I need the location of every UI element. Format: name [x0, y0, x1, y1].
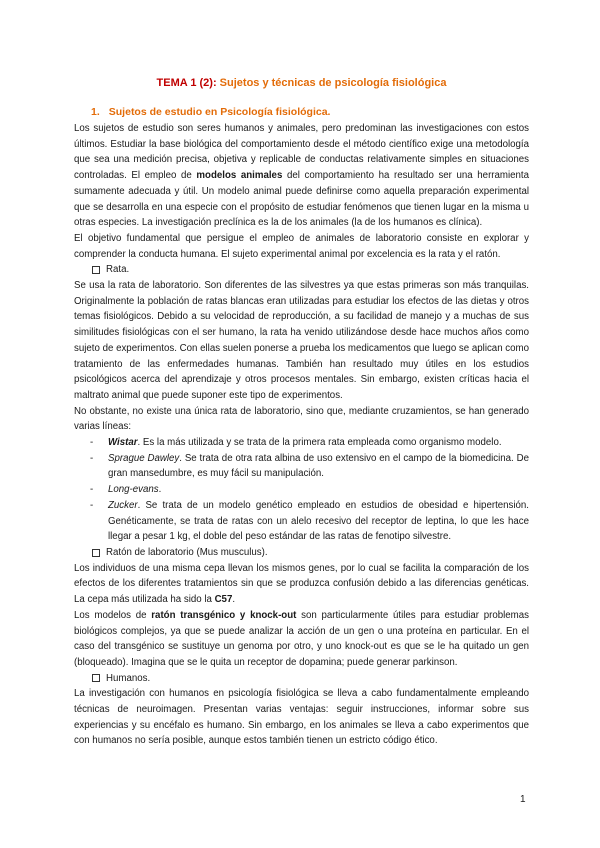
strain-text: . Se trata de un modelo genético empleado en estudios de obesidad e hipertensión. Genéticamente, se trata de ratas con un alelo recesivo del receptor de leptina, lo que les hace llegar a pesar 1 kg, el doble del peso estándar de las ratas de fenotipo silvestre. — [108, 499, 529, 543]
checkbox-label-humanos: Humanos. — [106, 672, 151, 684]
checkbox-icon — [92, 266, 100, 274]
section-heading — [91, 106, 330, 118]
strain-name: Zucker — [108, 499, 138, 511]
paragraph-lineas: No obstante, no existe una única rata de laboratorio, sino que, mediante cruzamientos, se han generado varias líneas: — [74, 405, 529, 433]
checkbox-icon — [92, 549, 100, 557]
paragraph-transgenico-text-a: Los modelos de — [74, 609, 152, 621]
title-number: TEMA 1 (2): — [156, 77, 217, 89]
list-dash: - — [90, 437, 94, 449]
strain-text: . Se trata de otra rata albina de uso extensivo en el campo de la biomedicina. De gran mansedumbre, es muy fácil su manipulación. — [108, 452, 529, 480]
paragraph-intro-bold: modelos animales — [196, 170, 283, 182]
list-dash: - — [90, 484, 94, 496]
title-text: Sujetos y técnicas de psicología fisiológica — [219, 77, 447, 89]
paragraph-cepa-text-b: . — [232, 594, 236, 606]
page-number: 1 — [520, 794, 526, 805]
paragraph-intro-text-b: del comportamiento ha resultado ser una herramienta sumamente adecuada y útil. Un modelo animal puede definirse como aquella preparación experimental que se desarrolla en una especie con el propósito de estudiar fenómenos que tienen lugar en la misma u otras especies. La investigación preclínica es la de los animales (la de los humanos es clínica). — [74, 170, 529, 229]
strain-list — [74, 435, 529, 545]
checkbox-label-raton: Ratón de laboratorio (Mus musculus). — [106, 546, 268, 558]
paragraph-cepa-bold: C57 — [214, 594, 233, 606]
list-item — [74, 435, 529, 451]
page-title — [74, 77, 529, 89]
paragraph-intro — [74, 121, 529, 231]
checkbox-item-humanos — [74, 671, 529, 687]
document-body — [74, 121, 529, 749]
list-dash: - — [90, 499, 94, 511]
paragraph-rata: Se usa la rata de laboratorio. Son diferentes de las silvestres ya que estas primeras son más tranquilas. Originalmente la población de ratas blancas eran utilizadas para estudiar los efectos de las dietas y otros temas fisiológicos. Debido a su velocidad de reproducción, a su facilidad de manejo y a muchas de sus similitudes fisiológicas con el ser humano, la rata ha venido utilizándose desde hace muchos años como sujeto de experimentos. Con ellas suelen ponerse a prueba los medicamentos que luego se aplican como tratamiento de las enfermedades humanas. También han resultado muy útiles en los estudios psicológicos acerca del aprendizaje y otros procesos mentales. Sin embargo, existen críticas hacia el maltrato animal que puede suponer este tipo de experimentos. — [74, 280, 529, 401]
section-title: Sujetos de estudio en Psicología fisiológica. — [108, 106, 331, 118]
strain-text: . Es la más utilizada y se trata de la primera rata empleada como organismo modelo. — [137, 437, 502, 449]
strain-name: Long-evans — [108, 484, 159, 496]
paragraph-transgenico-text-b: son particularmente útiles para estudiar problemas biológicos complejos, ya que se puede analizar la acción de un gen o una proteína en particular. En el caso del transgénico se sustituye un genoma por otro, y uno knock-out es que se le ha quitado un gen (bloqueado). Imagina que se le quita un receptor de dopamina; puede generar parkinson. — [74, 609, 529, 668]
list-item — [74, 498, 529, 545]
paragraph-cepa — [74, 561, 529, 608]
paragraph-transgenico — [74, 608, 529, 671]
strain-name: Wistar — [108, 437, 138, 449]
checkbox-item-rata — [74, 262, 529, 278]
list-dash: - — [90, 452, 94, 464]
paragraph-humanos: La investigación con humanos en psicología fisiológica se lleva a cabo fundamentalmente empleando técnicas de neuroimagen. Presentan varias ventajas: seguir instrucciones, informar sobre sus experiencias y su encéfalo es humano. Sin embargo, en los animales se lleva a cabo experimentos que con humanos no sería posible, aunque estos también tienen un estricto código ético. — [74, 688, 529, 747]
paragraph-intro-text-a: Los sujetos de estudio son seres humanos y animales, pero predominan las investigaciones con estos últimos. Estudiar la base biológica del comportamiento desde el método científico exige una metodología que sea una medición precisa, objetiva y replicable de conductas relativamente simples en situaciones controladas. El empleo de — [74, 123, 529, 182]
paragraph-objective: El objetivo fundamental que persigue el empleo de animales de laboratorio consiste en explorar y comprender la conducta humana. El sujeto experimental animal por excelencia es la rata y el ratón. — [74, 232, 529, 260]
strain-text: . — [158, 484, 162, 496]
section-number: 1. — [91, 106, 100, 118]
strain-name: Sprague Dawley — [108, 452, 180, 464]
checkbox-label-rata: Rata. — [106, 264, 130, 276]
checkbox-item-raton — [74, 545, 529, 561]
list-item — [74, 482, 529, 498]
paragraph-transgenico-bold: ratón transgénico y knock-out — [151, 609, 297, 621]
paragraph-cepa-text-a: Los individuos de una misma cepa llevan los mismos genes, por lo cual se facilita la comparación de los efectos de los diferentes tratamientos sin que se produzca confusión debido a las diferencias genéticas. La cepa más utilizada ha sido la — [74, 562, 529, 606]
list-item — [74, 451, 529, 482]
checkbox-icon — [92, 674, 100, 682]
